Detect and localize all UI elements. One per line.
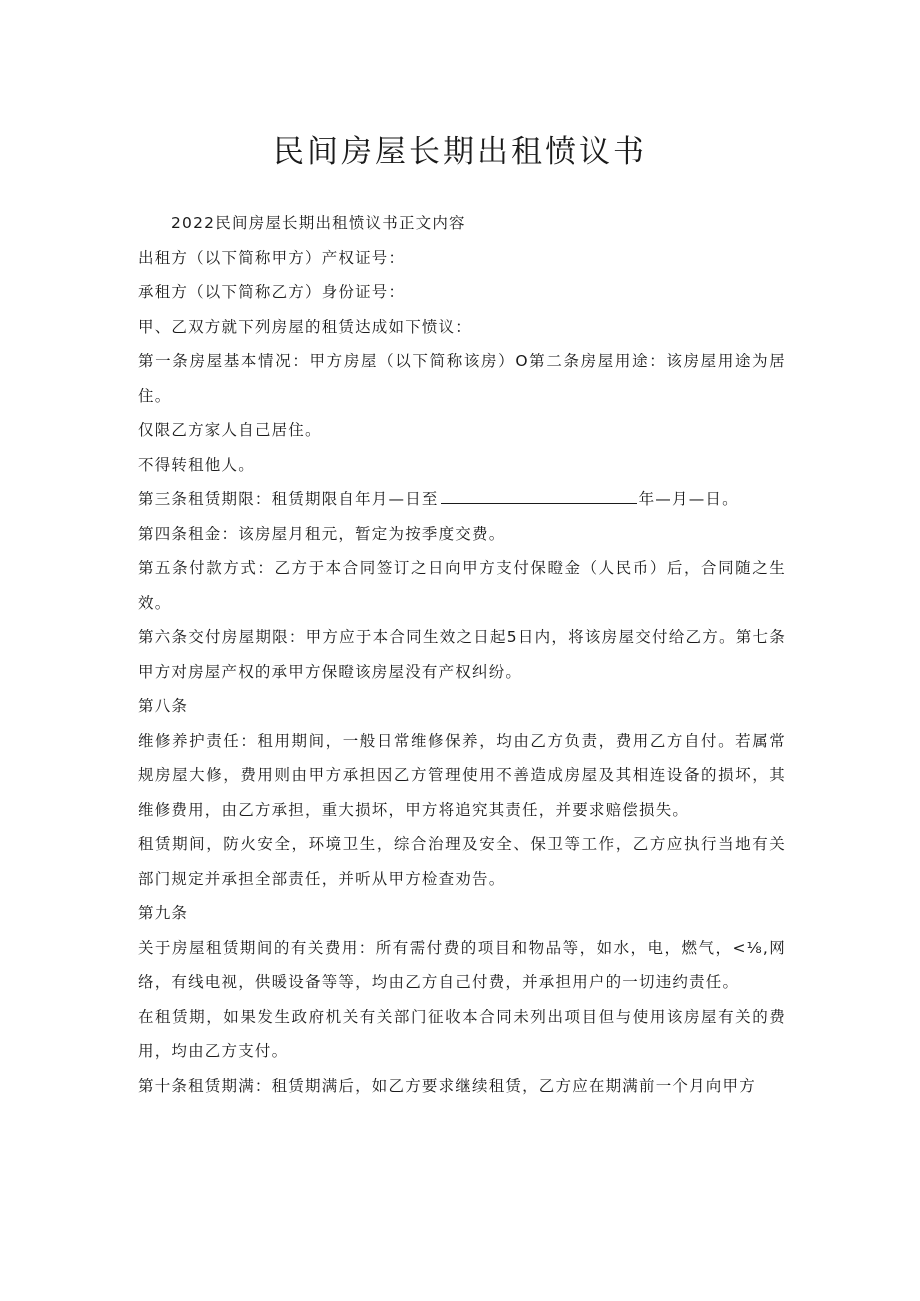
- paragraph-clause-6-7: 第六条交付房屋期限：甲方应于本合同生效之日起5日内，将该房屋交付给乙方。第七条甲方对房屋产权的承甲方保瞪该房屋没有产权纠纷。: [138, 628, 786, 681]
- paragraph-government-fees: 在租赁期，如果发生政府机关有关部门征收本合同未列出项目但与使用该房屋有关的费用，均由乙方支付。: [138, 1007, 786, 1060]
- clause-3-text-end: 年—月—日。: [638, 490, 739, 508]
- clause-3-text: 第三条租赁期限：租赁期限自年月—日至: [138, 490, 439, 508]
- document-body: [138, 206, 786, 1103]
- blank-line: [441, 489, 637, 504]
- paragraph-lessor: 出租方（以下简称甲方）产权证号：: [138, 248, 406, 267]
- paragraph-no-sublet: 不得转租他人。: [138, 455, 255, 474]
- document-subtitle: 2022民间房屋长期出租愤议书正文内容: [171, 214, 466, 232]
- paragraph-family-only: 仅限乙方家人自己居住。: [138, 421, 322, 439]
- document-title: 民间房屋长期出租愤议书: [273, 134, 647, 170]
- paragraph-fees: 关于房屋租赁期间的有关费用：所有需付费的项目和物品等，如水，电，燃气，<⅛,网络，有线电视，供暖设备等等，均由乙方自己付费，并承担用户的一切违约责任。: [138, 938, 786, 991]
- paragraph-clause-3: [138, 482, 786, 517]
- paragraph-clause-8-heading: 第八条: [138, 697, 189, 715]
- paragraph-clause-10: 第十条租赁期满：租赁期满后，如乙方要求继续租赁，乙方应在期满前一个月向甲方: [138, 1076, 756, 1095]
- paragraph-clause-9-heading: 第九条: [138, 904, 189, 922]
- paragraph-agreement: 甲、乙双方就下列房屋的租赁达成如下愤议：: [138, 317, 473, 336]
- paragraph-clause-4: 第四条租金：该房屋月租元，暂定为按季度交费。: [138, 524, 506, 543]
- paragraph-safety: 租赁期间，防火安全，环境卫生，综合治理及安全、保卫等工作，乙方应执行当地有关部门规定并承担全部责任，并听从甲方检查劝告。: [138, 835, 786, 888]
- paragraph-clause-5: 第五条付款方式：乙方于本合同签订之日向甲方支付保瞪金（人民币）后，合同随之生效。: [138, 559, 786, 612]
- paragraph-lessee: 承租方（以下简称乙方）身份证号：: [138, 283, 406, 301]
- paragraph-clause-1-2: 第一条房屋基本情况：甲方房屋（以下简称该房）O第二条房屋用途：该房屋用途为居住。: [138, 352, 786, 405]
- paragraph-maintenance: 维修养护责任：租用期间，一般日常维修保养，均由乙方负责，费用乙方自付。若属常规房屋大修，费用则由甲方承担因乙方管理使用不善造成房屋及其相连设备的损坏，其维修费用，由乙方承担，重大损坏，甲方将追究其责任，并要求赔偿损失。: [138, 731, 786, 819]
